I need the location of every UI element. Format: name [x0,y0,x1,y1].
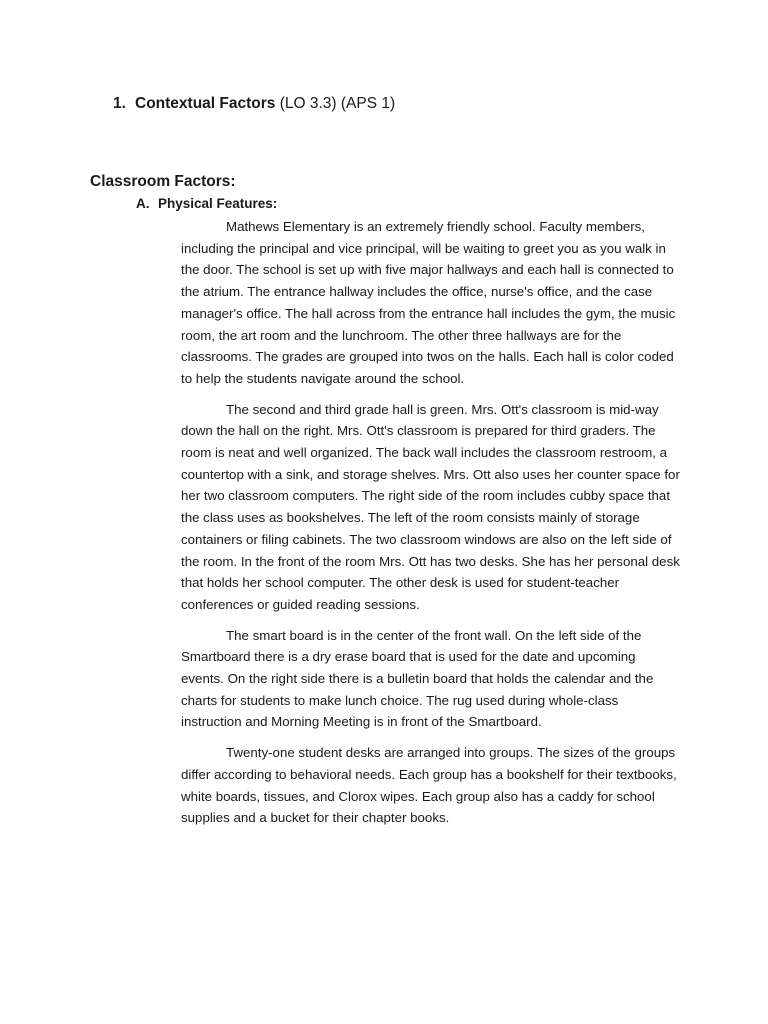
paragraph-student-desks: Twenty-one student desks are arranged into groups. The sizes of the groups differ according to behavioral needs. Each group has a bookshelf for their textbooks, white boards, tissues, and Clorox wipes. Each group also has a caddy for school supplies and a bucket for their chapter books. [181,745,677,826]
body-text [181,216,681,838]
paragraph-smartboard: The smart board is in the center of the front wall. On the left side of the Smartboard there is a dry erase board that is used for the date and upcoming events. On the right side there is a bulletin board that holds the calendar and the charts for students to make lunch choice. The rug used during whole-class instruction and Morning Meeting is in front of the Smartboard. [181,627,654,730]
physical-features-heading [136,195,277,213]
heading-references: (LO 3.3) (APS 1) [275,95,396,112]
paragraph-classroom-layout: The second and third grade hall is green. Mrs. Ott's classroom is mid-way down the hall on the right. Mrs. Ott's classroom is prepared for third graders. The room is neat and well organized. The back wall includes the classroom restroom, a countertop with a sink, and storage shelves. Mrs. Ott also uses her counter space for her two classroom computers. The right side of the room includes cubby space that the class uses as bookshelves. The left of the room consists mainly of storage containers or filing cabinets. The two classroom windows are also on the left side of the room. In the front of the room Mrs. Ott has two desks. She has her personal desk that holds her school computer. The other desk is used for student-teacher conferences or guided reading sessions. [181,401,680,612]
paragraph-school-overview: Mathews Elementary is an extremely friendly school. Faculty members, including the principal and vice principal, will be waiting to greet you as you walk in the door. The school is set up with five major hallways and each hall is connected to the atrium. The entrance hallway includes the office, nurse's office, and the case manager's office. The hall across from the entrance hall includes the gym, the music room, the art room and the lunchroom. The other three hallways are for the classrooms. The grades are grouped into twos on the halls. Each hall is color coded to help the students navigate around the school. [181,219,676,386]
heading-number: 1. [113,95,126,112]
subsection-title: Physical Features: [158,196,278,211]
subsection-letter: A. [136,196,150,211]
heading-title: Contextual Factors [135,95,276,112]
section-heading [113,94,395,114]
classroom-factors-title: Classroom Factors: [90,173,236,190]
